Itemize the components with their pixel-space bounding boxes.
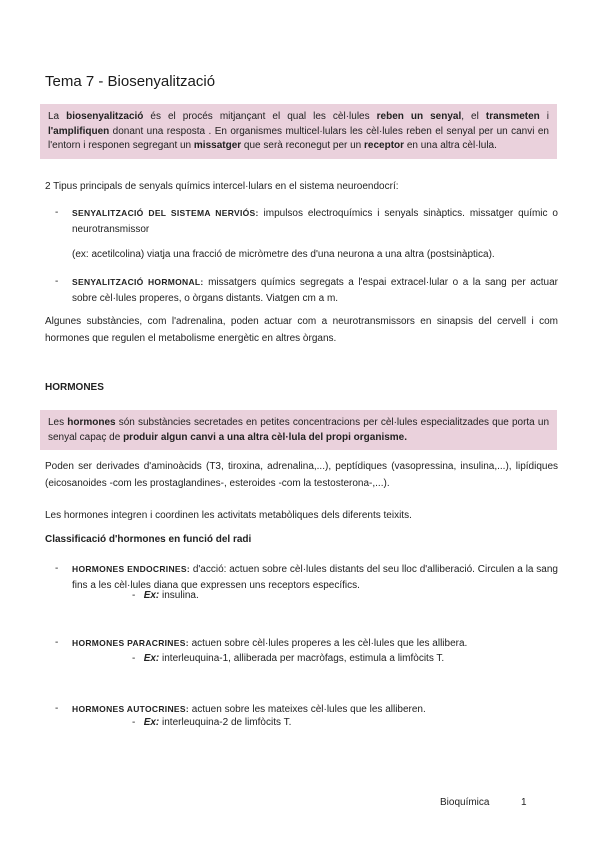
list-dash: -	[132, 653, 136, 664]
example-line	[132, 653, 444, 664]
list-dash: -	[55, 637, 59, 648]
bold-term: l'amplifiquen	[48, 125, 110, 137]
page-title: Tema 7 - Biosenyalització	[45, 73, 216, 90]
list-dash: -	[55, 703, 59, 714]
paragraph-derivatives: Poden ser derivades d'aminoàcids (T3, tiroxina, adrenalina,...), peptídiques (vasopressina, insulina,...), lipídiques (eicosanoides -com les prostaglandines-, esteroides -com la testosterona-,...).	[45, 461, 558, 489]
text: és el procés mitjançant el qual les cèl·lules	[143, 111, 377, 122]
example-label: Ex:	[143, 653, 160, 664]
example-text: interleuquina-2 de limfòcits T.	[159, 717, 292, 728]
bold-term: reben un senyal	[376, 111, 462, 122]
list-dash: -	[55, 276, 59, 287]
paragraph-integration: Les hormones integren i coordinen les activitats metabòliques dels diferents teixits.	[45, 510, 412, 521]
definition-box-hormones	[40, 410, 557, 450]
bold-term: biosenyalització	[66, 111, 144, 122]
definition-box-biosignaling	[40, 104, 557, 159]
list-dash: -	[55, 563, 59, 574]
page-number: 1	[521, 797, 527, 808]
bold-term: missatger	[193, 140, 242, 151]
bold-term: produir algun canvi a una altra cèl·lula del propi organisme.	[123, 431, 408, 443]
item-label: HORMONES ENDOCRINES:	[72, 564, 190, 574]
list-item-autocrine	[72, 701, 558, 718]
intro-text: 2 Tipus principals de senyals químics intercel·lulars en el sistema neuroendocrí:	[45, 181, 399, 192]
example-label: Ex:	[143, 717, 160, 728]
list-item-hormonal	[72, 274, 558, 307]
example-label: Ex:	[143, 590, 160, 601]
example-line	[132, 717, 291, 728]
bold-term: receptor	[364, 140, 405, 151]
item-text: impulsos electroquímics i senyals sinàptics. missatger químic o neurotransmissor	[72, 208, 558, 235]
example-text: insulina.	[159, 590, 199, 601]
text: i	[539, 111, 550, 122]
item-label: HORMONES PARACRINES:	[72, 638, 189, 648]
example-text: interleuquina-1, alliberada per macròfags, estimula a limfòcits T.	[159, 653, 445, 664]
list-item-nervous	[72, 205, 558, 238]
text: en una altra cèl·lula.	[404, 140, 497, 151]
text: són substàncies secretades en petites concentracions per cèl·lules especialitzades que porta un senyal capaç de	[48, 417, 550, 443]
example-line	[132, 590, 199, 601]
subheading-classification: Classificació d'hormones en funció del radi	[45, 534, 252, 545]
text: La	[48, 111, 67, 122]
list-dash: -	[55, 207, 59, 218]
text: , el	[461, 111, 486, 122]
section-heading: HORMONES	[45, 382, 104, 393]
item-label: SENYALITZACIÓ DEL SISTEMA NERVIÓS:	[72, 208, 259, 218]
list-dash: -	[132, 590, 136, 601]
item-text: d'acció: actuen sobre cèl·lules distants del seu lloc d'alliberació. Circulen a la sang fins a les cèl·lules diana que expressen uns receptors específics.	[72, 564, 558, 591]
list-dash: -	[132, 717, 136, 728]
bold-term: transmeten	[485, 111, 540, 122]
item-text: actuen sobre les mateixes cèl·lules que les alliberen.	[188, 704, 426, 715]
text: que serà reconegut per un	[241, 140, 365, 151]
text: donant una resposta . En organismes multicel·lulars les cèl·lules reben el senyal per un canvi en l'entorn i responen segregant un	[48, 125, 549, 151]
text: Les	[48, 417, 68, 428]
list-item-paracrine	[72, 635, 558, 652]
footer-subject: Bioquímica	[440, 797, 490, 808]
paragraph-adrenaline: Algunes substàncies, com l'adrenalina, poden actuar com a neurotransmissors en sinapsis del cervell i com hormones que regulen el metabolisme energètic en altres òrgans.	[45, 316, 558, 344]
item-label: SENYALITZACIÓ HORMONAL:	[72, 277, 204, 287]
item-text: actuen sobre cèl·lules properes a les cèl·lules que les allibera.	[188, 638, 468, 649]
bold-term: hormones	[67, 417, 116, 428]
item-text: missatgers químics segregats a l'espai extracel·lular o a la sang per actuar sobre cèl·lules properes, o òrgans distants. Viatgen cm a m.	[72, 277, 558, 304]
item-example: (ex: acetilcolina) viatja una fracció de micròmetre des d'una neurona a una altra (postsinàptica).	[72, 249, 495, 260]
item-label: HORMONES AUTOCRINES:	[72, 704, 189, 714]
